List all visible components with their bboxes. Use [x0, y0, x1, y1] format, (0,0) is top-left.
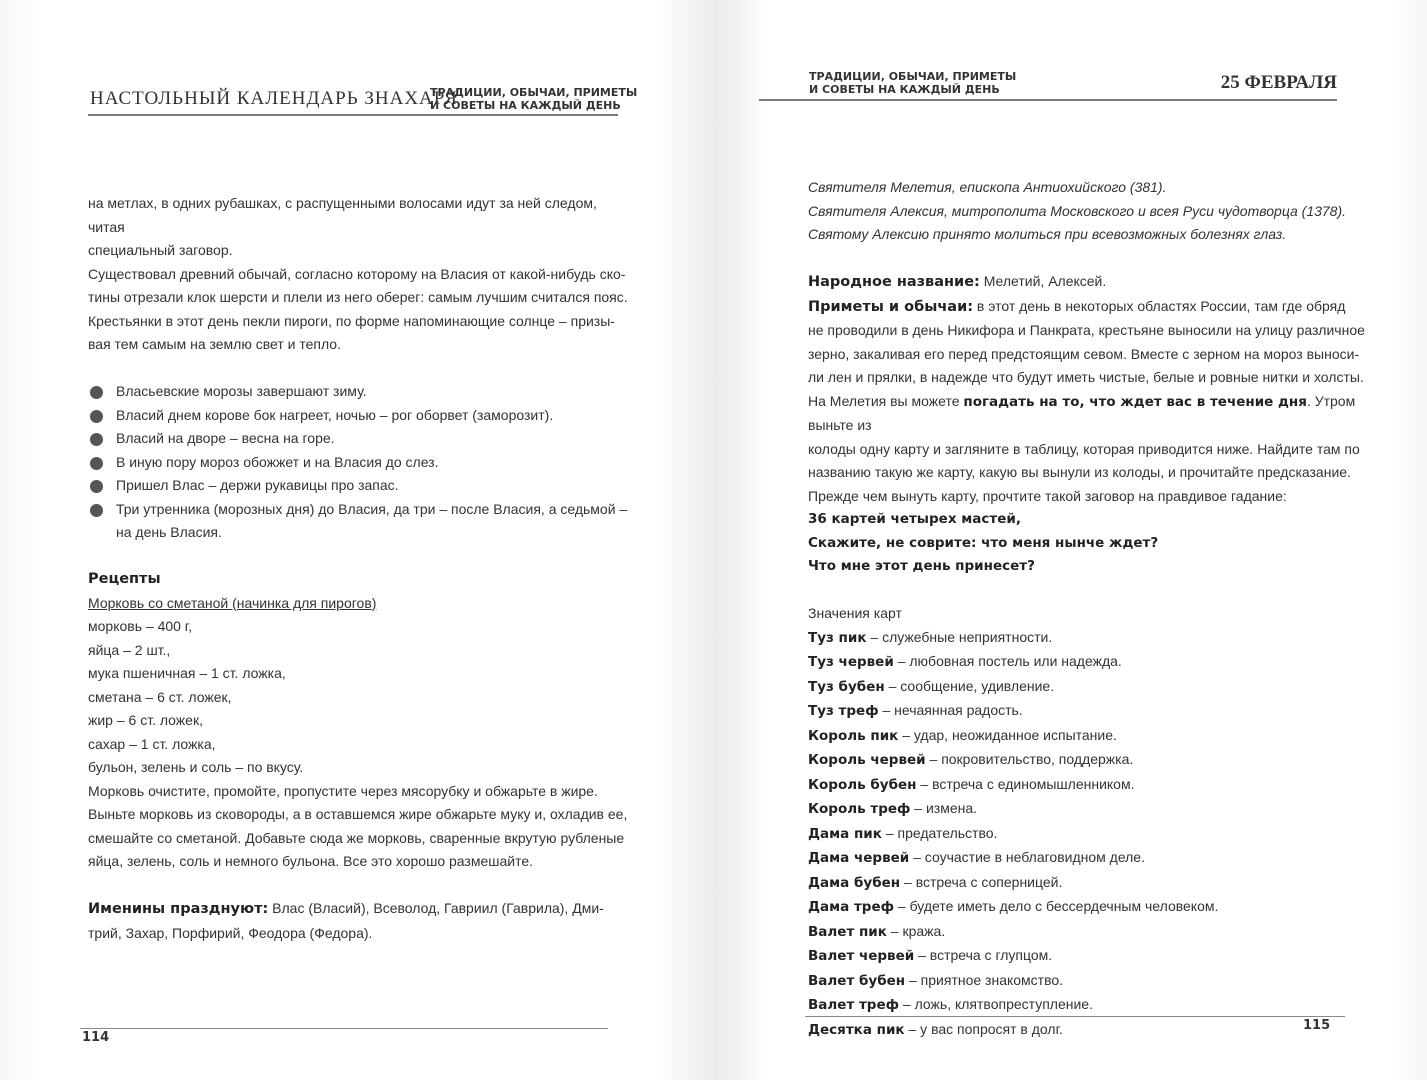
- ingredient: мука пшеничная – 1 ст. ложка,: [88, 665, 286, 681]
- card-meaning: – покровительство, поддержка.: [925, 751, 1134, 767]
- card-name: Валет бубен: [808, 972, 906, 989]
- header-rule: [88, 114, 618, 116]
- header-subtitle-line-2: И СОВЕТЫ НА КАЖДЫЙ ДЕНЬ: [809, 83, 1000, 96]
- method-line: Выньте морковь из сковороды, а в оставшемся жире обжарьте муку и, охладив ее,: [88, 806, 628, 822]
- intro-line: тины отрезали клок шерсти и плели из него оберег: самым лучшим считался пояс.: [88, 289, 628, 305]
- folk-name: [808, 270, 1368, 295]
- header-subtitle-line-2: И СОВЕТЫ НА КАЖДЫЙ ДЕНЬ: [430, 99, 621, 112]
- left-page: [0, 0, 713, 1080]
- card-meaning: – служебные неприятности.: [866, 628, 1053, 645]
- header-subtitle-line-1: ТРАДИЦИИ, ОБЫЧАИ, ПРИМЕТЫ: [430, 86, 638, 99]
- card-meaning-item: [808, 846, 1368, 871]
- footer-rule: [80, 1028, 608, 1029]
- card-name: Туз бубен: [808, 678, 885, 695]
- saying-item: Власий на дворе – весна на горе.: [88, 427, 628, 451]
- divination-bold: погадать на то, что ждет вас в течение дня: [963, 393, 1307, 410]
- intro-line: Существовал древний обычай, согласно которому на Власия от какой-нибудь ско-: [88, 265, 626, 282]
- card-meaning-item: [808, 699, 1368, 724]
- card-meaning-item: [808, 1018, 1368, 1043]
- card-meaning: – любовная постель или надежда.: [893, 653, 1122, 669]
- card-meaning: – приятное знакомство.: [905, 971, 1064, 988]
- card-meaning: – нечаянная радость.: [878, 702, 1023, 718]
- card-name: Король червей: [808, 752, 926, 768]
- card-name: Десятка пик: [808, 1021, 905, 1038]
- card-name: Дама треф: [808, 899, 895, 915]
- incantation-line: Что мне этот день принесет?: [808, 558, 1035, 574]
- card-meaning: – измена.: [910, 800, 978, 816]
- nameday-names: Влас (Власий), Всеволод, Гавриил (Гаврила), Дми-: [268, 900, 604, 916]
- ingredient: жир – 6 ст. ложек,: [88, 712, 203, 728]
- ingredient: морковь – 400 г,: [88, 618, 193, 634]
- divination-intro: [808, 390, 1368, 438]
- divination-post: . Утром выньте из: [808, 392, 1356, 433]
- saint-line: Святителя Мелетия, епископа Антиохийского (381).: [808, 179, 1167, 195]
- divination-line: колоды одну карту и загляните в таблицу, которая приводится ниже. Найдите там по: [808, 440, 1360, 457]
- method-line: Морковь очистите, промойте, пропустите через мясорубку и обжарьте в жире.: [88, 782, 598, 799]
- saying-item: Три утренника (морозных дня) до Власия, да три – после Власия, а седьмой –: [88, 498, 628, 522]
- customs: [808, 295, 1368, 320]
- card-meaning-item: [808, 969, 1368, 994]
- ingredient: бульон, зелень и соль – по вкусу.: [88, 759, 304, 775]
- header-rule: [759, 99, 1337, 101]
- footer-rule: [805, 1016, 1345, 1017]
- divination-pre: На Мелетия вы можете: [808, 392, 964, 409]
- page-number: 114: [82, 1030, 110, 1045]
- method-line: яйца, зелень, соль и немного бульона. Все это хорошо размешайте.: [88, 853, 534, 869]
- customs-label: Приметы и обычаи:: [808, 298, 974, 315]
- intro-line: на метлах, в одних рубашках, с распущенными волосами идут за ней следом, читая: [88, 195, 597, 235]
- card-meaning-item: [808, 871, 1368, 896]
- customs-text: в этот день в некоторых областях России, там где обряд: [973, 297, 1346, 314]
- card-meaning-item: [808, 773, 1368, 798]
- card-meaning: – ложь, клятвопреступление.: [899, 996, 1093, 1012]
- card-meaning: – предательство.: [881, 824, 998, 841]
- date-heading: 25 ФЕВРАЛЯ: [1220, 72, 1337, 93]
- incantation-line: 36 картей четырех мастей,: [808, 511, 1021, 527]
- card-name: Дама бубен: [808, 874, 901, 891]
- nameday-names-cont: трий, Захар, Порфирий, Феодора (Федора).: [88, 924, 373, 941]
- card-meaning-item: [808, 626, 1368, 651]
- card-name: Король треф: [808, 801, 911, 817]
- card-name: Валет червей: [808, 948, 915, 964]
- recipes-heading: Рецепты: [88, 571, 161, 587]
- customs-line: зерно, закаливая его перед предстоящим севом. Вместе с зерном на мороз выноси-: [808, 345, 1360, 362]
- card-meaning-item: [808, 797, 1368, 822]
- card-name: Король бубен: [808, 776, 917, 793]
- card-meaning: – сообщение, удивление.: [884, 677, 1055, 694]
- card-meaning-item: [808, 920, 1368, 945]
- folk-name-label: Народное название:: [808, 274, 980, 290]
- saint-line: Святителя Алексия, митрополита Московского и всея Руси чудотворца (1378).: [808, 202, 1347, 219]
- card-name: Туз треф: [808, 703, 879, 719]
- ingredient: яйца – 2 шт.,: [88, 641, 171, 658]
- namedays: [88, 897, 628, 922]
- sayings-list: [88, 380, 628, 521]
- card-name: Дама пик: [808, 825, 882, 842]
- intro-line: вая тем самым на землю свет и тепло.: [88, 336, 341, 352]
- saying-item: Власий днем корове бок нагреет, ночью – рог оборвет (заморозит).: [88, 404, 628, 428]
- incantation-line: Скажите, не соврите: что меня нынче ждет?: [808, 534, 1159, 551]
- card-meaning-item: [808, 822, 1368, 847]
- customs-line: не проводили в день Никифора и Панкрата, крестьяне выносили на улицу различное: [808, 322, 1365, 338]
- book-title: НАСТОЛЬНЫЙ КАЛЕНДАРЬ ЗНАХАРЯ: [90, 88, 458, 109]
- card-name: Валет треф: [808, 997, 900, 1013]
- cards-list: [808, 626, 1368, 1043]
- intro-line: специальный заговор.: [88, 242, 233, 258]
- card-meaning-item: [808, 650, 1368, 675]
- ingredient: сахар – 1 ст. ложка,: [88, 735, 216, 752]
- card-name: Туз пик: [808, 629, 867, 646]
- card-meaning: – встреча с глупцом.: [914, 947, 1053, 963]
- right-body: [808, 176, 1368, 1042]
- divination-line: названию такую же карту, какую вы вынули из колоды, и прочитайте предсказание.: [808, 464, 1351, 480]
- card-meaning-item: [808, 944, 1368, 969]
- saying-item: Власьевские морозы завершают зиму.: [88, 380, 628, 404]
- card-meaning-item: [808, 748, 1368, 773]
- saying-item: В иную пору мороз обожжет и на Власия до слез.: [88, 451, 628, 475]
- left-body: [88, 192, 628, 945]
- saint-line: Святому Алексию принято молиться при всевозможных болезнях глаз.: [808, 226, 1287, 242]
- customs-line: ли лен и прялки, в надежде что будут иметь чистые, белые и ровные нитки и холсты.: [808, 369, 1364, 385]
- card-meaning: – встреча с единомышленником.: [916, 775, 1135, 792]
- card-meaning: – кража.: [886, 922, 946, 939]
- folk-name-value: Мелетий, Алексей.: [979, 273, 1107, 289]
- right-page: [713, 0, 1427, 1080]
- header-subtitle: [430, 86, 638, 112]
- page-number: 115: [1303, 1018, 1331, 1033]
- card-name: Король пик: [808, 727, 899, 744]
- card-meaning-item: [808, 895, 1368, 920]
- recipe-title: Морковь со сметаной (начинка для пирогов): [88, 594, 377, 611]
- cards-heading: Значения карт: [808, 605, 902, 621]
- saying-continuation: на день Власия.: [116, 524, 222, 540]
- header-subtitle-line-1: ТРАДИЦИИ, ОБЫЧАИ, ПРИМЕТЫ: [809, 70, 1017, 83]
- card-name: Дама червей: [808, 850, 910, 866]
- intro-line: Крестьянки в этот день пекли пироги, по форме напоминающие солнце – призы-: [88, 312, 615, 329]
- card-meaning-item: [808, 675, 1368, 700]
- card-name: Туз червей: [808, 654, 894, 670]
- saying-item: Пришел Влас – держи рукавицы про запас.: [88, 474, 628, 498]
- ingredient: сметана – 6 ст. ложек,: [88, 688, 232, 705]
- card-meaning: – встреча с соперницей.: [900, 873, 1063, 890]
- card-meaning-item: [808, 724, 1368, 749]
- card-name: Валет пик: [808, 923, 887, 940]
- card-meaning: – соучастие в неблаговидном деле.: [909, 849, 1145, 865]
- method-line: смешайте со сметаной. Добавьте сюда же морковь, сваренные вкрутую рубленые: [88, 829, 625, 846]
- header-subtitle: [809, 70, 1016, 96]
- card-meaning: – у вас попросят в долг.: [904, 1020, 1063, 1037]
- card-meaning-item: [808, 993, 1368, 1018]
- card-meaning: – будете иметь дело с бессердечным человеком.: [894, 898, 1219, 914]
- divination-line: Прежде чем вынуть карту, прочтите такой заговор на правдивое гадание:: [808, 487, 1287, 504]
- card-meaning: – удар, неожиданное испытание.: [898, 726, 1117, 743]
- nameday-label: Именины празднуют:: [88, 901, 269, 917]
